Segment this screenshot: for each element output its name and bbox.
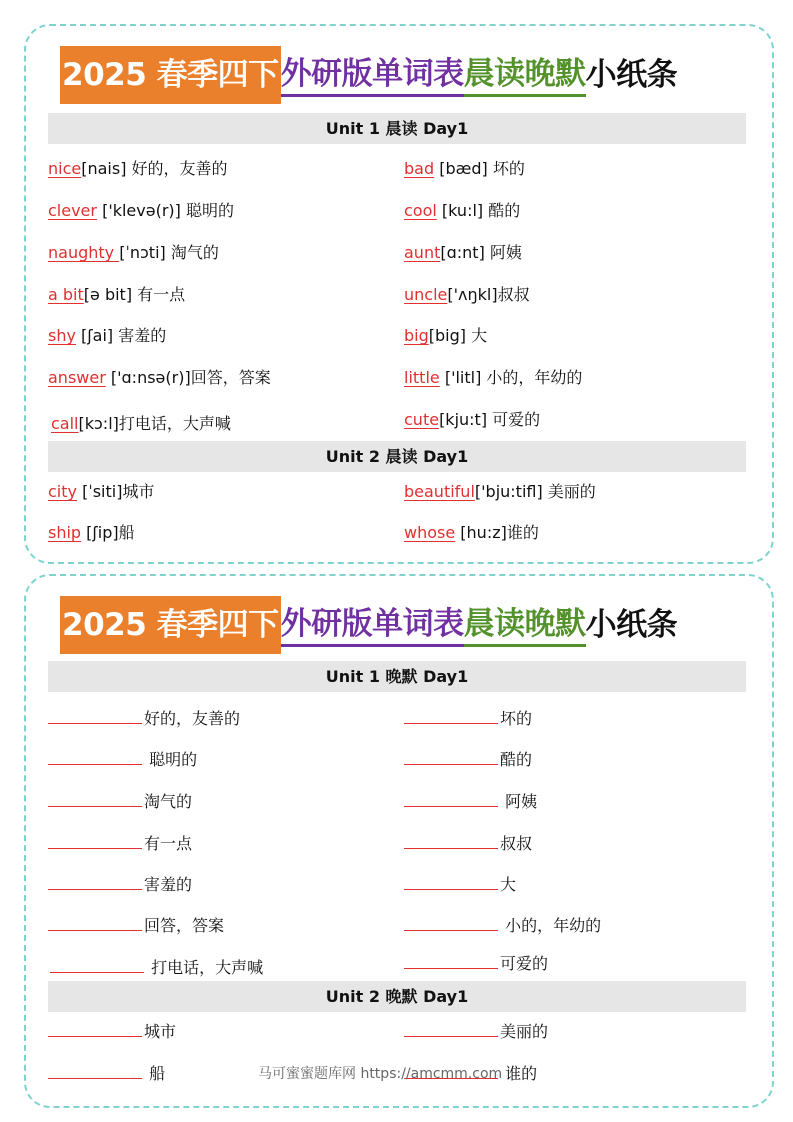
answer-blank[interactable] [48, 832, 142, 849]
vocab-word: city [48, 482, 77, 501]
vocab-entry [48, 284, 185, 306]
dictation-entry [404, 914, 601, 937]
vocab-meaning: 有一点 [137, 285, 186, 304]
vocab-phonetic: ['bju:tifl] [474, 482, 548, 501]
vocab-phonetic: ['litl] [439, 368, 487, 387]
unit2-header: Unit 2 晚默 Day1 [48, 981, 746, 1012]
dictation-meaning: 可爱的 [500, 954, 549, 973]
vocab-phonetic: [ɑ:nt] [440, 243, 490, 262]
vocab-word: big [404, 326, 429, 345]
dictation-meaning: 坏的 [500, 709, 533, 728]
dictation-meaning: 打电话，大声喊 [146, 958, 264, 977]
vocab-phonetic: [ˈnɔti] [119, 243, 171, 262]
vocab-phonetic: [kju:t] [439, 410, 493, 429]
dictation-entry [404, 952, 548, 975]
dictation-meaning: 谁的 [500, 1064, 538, 1083]
vocab-entry [51, 413, 231, 435]
vocab-meaning: 回答，答案 [190, 368, 271, 387]
dictation-entry [48, 707, 240, 730]
title-season: 2025 春季四下 [60, 46, 281, 104]
vocab-entry [404, 367, 582, 389]
title-note: 小纸条 [585, 607, 678, 643]
vocab-entry [48, 325, 166, 347]
vocab-entry [404, 522, 539, 544]
vocab-meaning: 坏的 [492, 159, 525, 178]
vocab-phonetic: [kɔ:l] [78, 414, 119, 433]
vocab-meaning: 小的，年幼的 [486, 368, 583, 387]
dictation-entry [48, 873, 192, 896]
vocab-word: cool [404, 201, 437, 220]
answer-blank[interactable] [48, 914, 142, 931]
vocab-phonetic: [ʃai] [75, 326, 119, 345]
morning-reading-card [24, 24, 774, 564]
answer-blank[interactable] [404, 914, 498, 931]
card-title [60, 46, 677, 104]
vocab-entry [48, 522, 135, 544]
vocab-entry [404, 242, 522, 264]
dictation-meaning: 城市 [144, 1022, 177, 1041]
title-season: 2025 春季四下 [60, 596, 281, 654]
unit2-header: Unit 2 晨读 Day1 [48, 441, 746, 472]
vocab-phonetic: [nais] [81, 159, 132, 178]
vocab-word: a bit [48, 285, 84, 304]
title-edition: 外研版单词表 [281, 54, 464, 97]
title-mode: 晨读晚默 [464, 54, 586, 97]
vocab-entry [404, 158, 525, 180]
vocab-entry [48, 481, 154, 503]
vocab-word: call [51, 414, 79, 433]
dictation-meaning: 淘气的 [144, 792, 193, 811]
answer-blank[interactable] [48, 748, 142, 765]
vocab-entry [404, 325, 487, 347]
unit1-header: Unit 1 晚默 Day1 [48, 661, 746, 692]
vocab-meaning: 害羞的 [118, 326, 167, 345]
dictation-meaning: 好的，友善的 [144, 709, 241, 728]
answer-blank[interactable] [404, 832, 498, 849]
vocab-phonetic: ['ɑ:nsə(r)] [105, 368, 191, 387]
vocab-meaning: 谁的 [506, 523, 539, 542]
dictation-entry [404, 873, 516, 896]
dictation-meaning: 叔叔 [500, 834, 533, 853]
dictation-entry [50, 956, 263, 979]
unit1-header: Unit 1 晨读 Day1 [48, 113, 746, 144]
answer-blank[interactable] [48, 707, 142, 724]
title-mode: 晨读晚默 [464, 604, 586, 647]
card-title [60, 596, 677, 654]
dictation-meaning: 回答，答案 [144, 916, 225, 935]
vocab-word: naughty [48, 243, 120, 262]
vocab-entry [48, 200, 234, 222]
vocab-phonetic: [ˈsiti] [76, 482, 123, 501]
answer-blank[interactable] [50, 956, 144, 973]
dictation-entry [404, 1020, 548, 1043]
vocab-word: cute [404, 410, 440, 429]
dictation-entry [48, 832, 192, 855]
vocab-word: clever [48, 201, 97, 220]
dictation-meaning: 阿姨 [500, 792, 538, 811]
vocab-word: whose [404, 523, 456, 542]
vocab-word: bad [404, 159, 435, 178]
dictation-entry [48, 1020, 176, 1043]
dictation-meaning: 美丽的 [500, 1022, 549, 1041]
vocab-meaning: 酷的 [488, 201, 521, 220]
vocab-entry [48, 242, 219, 264]
answer-blank[interactable] [48, 1062, 142, 1079]
dictation-meaning: 船 [144, 1064, 166, 1083]
title-edition: 外研版单词表 [281, 604, 464, 647]
vocab-meaning: 打电话，大声喊 [118, 414, 231, 433]
dictation-entry [48, 914, 224, 937]
vocab-phonetic: [ku:l] [436, 201, 489, 220]
evening-dictation-card [24, 574, 774, 1108]
vocab-phonetic: [bæd] [434, 159, 493, 178]
answer-blank[interactable] [404, 707, 498, 724]
vocab-word: aunt [404, 243, 441, 262]
vocab-entry [48, 158, 228, 180]
answer-blank[interactable] [48, 790, 142, 807]
answer-blank[interactable] [48, 873, 142, 890]
dictation-meaning: 大 [500, 875, 517, 894]
vocab-meaning: 叔叔 [497, 285, 530, 304]
vocab-entry [404, 284, 530, 306]
vocab-meaning: 城市 [122, 482, 155, 501]
answer-blank[interactable] [48, 1020, 142, 1037]
dictation-entry [48, 1062, 165, 1085]
vocab-meaning: 大 [471, 326, 488, 345]
vocab-entry [404, 481, 596, 503]
vocab-word: answer [48, 368, 106, 387]
vocab-meaning: 淘气的 [170, 243, 219, 262]
vocab-word: little [404, 368, 440, 387]
vocab-meaning: 好的，友善的 [131, 159, 228, 178]
vocab-word: ship [48, 523, 82, 542]
vocab-phonetic: [ʃip] [81, 523, 119, 542]
vocab-phonetic: [ə bit] [83, 285, 138, 304]
answer-blank[interactable] [404, 748, 498, 765]
vocab-meaning: 船 [118, 523, 135, 542]
vocab-meaning: 美丽的 [547, 482, 596, 501]
dictation-entry [48, 790, 192, 813]
dictation-meaning: 小的，年幼的 [500, 916, 602, 935]
dictation-meaning: 酷的 [500, 750, 533, 769]
vocab-entry [48, 367, 271, 389]
vocab-phonetic: [hu:z] [455, 523, 507, 542]
vocab-word: shy [48, 326, 76, 345]
dictation-meaning: 害羞的 [144, 875, 193, 894]
vocab-word: uncle [404, 285, 448, 304]
dictation-entry [404, 707, 532, 730]
vocab-phonetic: ['ʌŋkl] [447, 285, 498, 304]
vocab-meaning: 可爱的 [492, 410, 541, 429]
answer-blank[interactable] [404, 873, 498, 890]
dictation-entry [404, 748, 532, 771]
vocab-phonetic: [big] [428, 326, 472, 345]
vocab-meaning: 聪明的 [185, 201, 234, 220]
dictation-entry [404, 832, 532, 855]
dictation-meaning: 聪明的 [144, 750, 198, 769]
vocab-word: beautiful [404, 482, 475, 501]
answer-blank[interactable] [404, 952, 498, 969]
vocab-phonetic: ['klevə(r)] [96, 201, 186, 220]
answer-blank[interactable] [404, 790, 498, 807]
answer-blank[interactable] [404, 1020, 498, 1037]
vocab-entry [404, 409, 540, 431]
dictation-entry [404, 790, 537, 813]
vocab-word: nice [48, 159, 82, 178]
footer-watermark: 马可蜜蜜题库网 https://amcmm.com [258, 1066, 503, 1082]
title-note: 小纸条 [585, 57, 678, 93]
vocab-entry [404, 200, 520, 222]
dictation-meaning: 有一点 [144, 834, 193, 853]
dictation-entry [48, 748, 197, 771]
vocab-meaning: 阿姨 [489, 243, 522, 262]
